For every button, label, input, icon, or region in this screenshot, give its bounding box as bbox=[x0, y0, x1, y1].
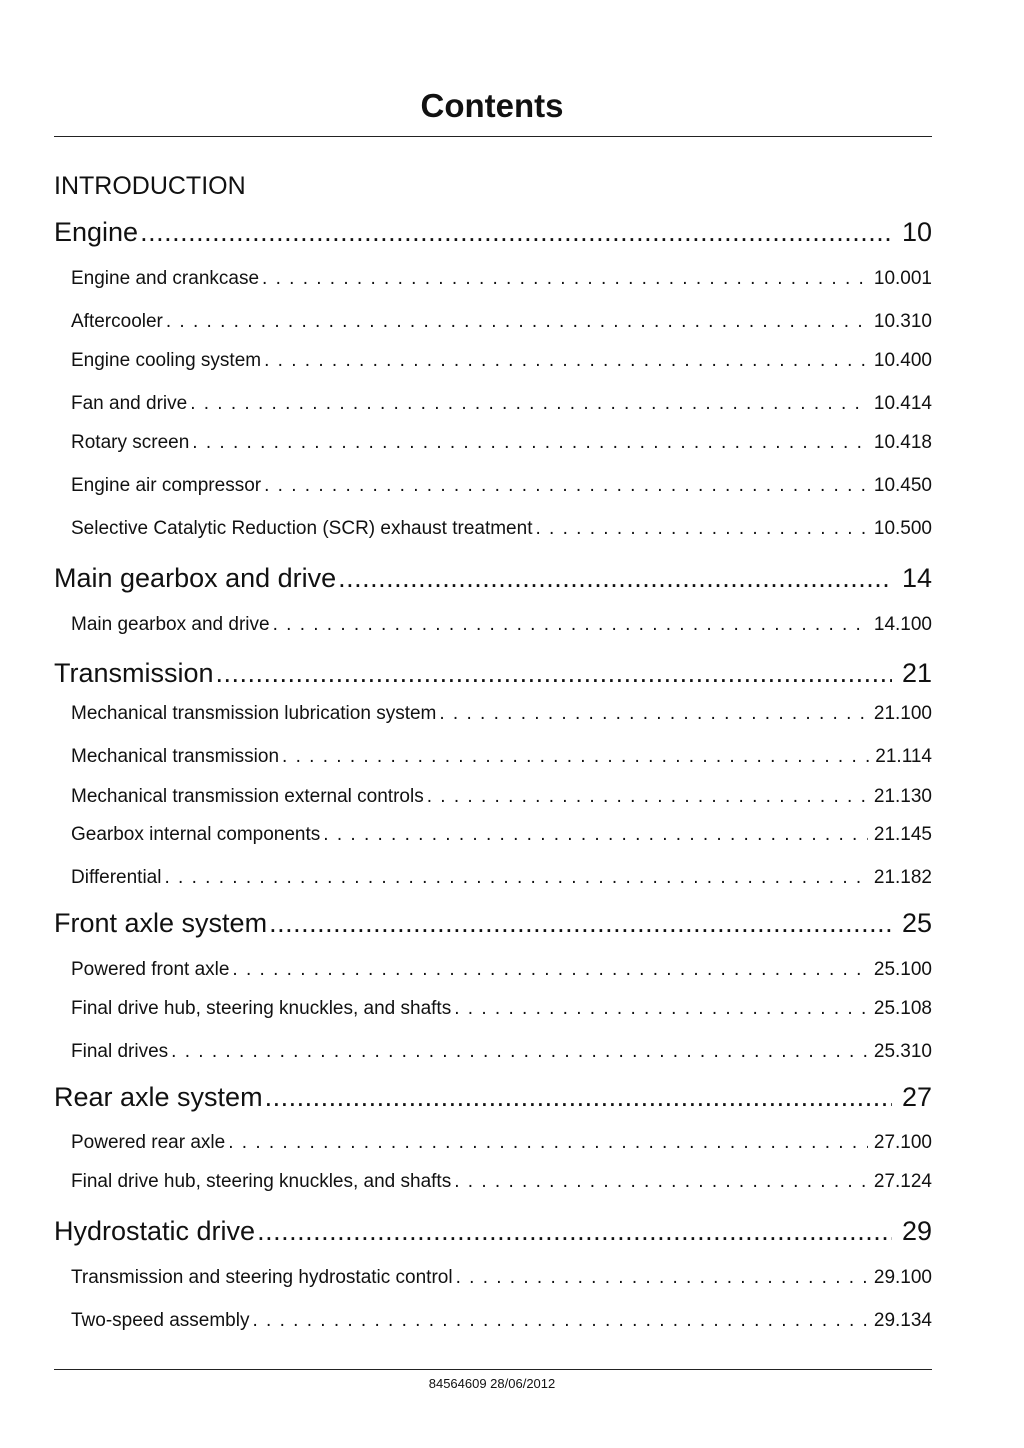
toc-entry[interactable] bbox=[71, 744, 932, 770]
entry-label: Selective Catalytic Reduction (SCR) exhaust treatment bbox=[71, 518, 533, 539]
section-page: 27 bbox=[901, 1082, 932, 1112]
entry-label: Transmission and steering hydrostatic control bbox=[71, 1267, 453, 1288]
entry-page: 27.124 bbox=[873, 1171, 932, 1192]
entry-label: Engine and crankcase bbox=[71, 268, 260, 289]
toc-entry[interactable] bbox=[71, 391, 932, 417]
section-page: 29 bbox=[901, 1216, 932, 1246]
entry-page: 29.100 bbox=[873, 1267, 932, 1288]
dot-leader bbox=[535, 516, 867, 542]
dot-leader bbox=[269, 905, 892, 941]
entry-label: Mechanical transmission external controls bbox=[71, 786, 424, 807]
page-title: Contents bbox=[420, 87, 564, 124]
dot-leader bbox=[439, 701, 868, 727]
entry-label: Mechanical transmission bbox=[71, 746, 280, 767]
title-divider bbox=[54, 136, 932, 137]
entry-label: Final drive hub, steering knuckles, and shafts bbox=[71, 1171, 452, 1192]
entry-page: 27.100 bbox=[873, 1132, 932, 1153]
introduction-heading: INTRODUCTION bbox=[54, 172, 246, 200]
dot-leader bbox=[338, 560, 892, 596]
dot-leader bbox=[454, 1169, 868, 1195]
section-title: Rear axle system bbox=[54, 1082, 263, 1112]
entry-label: Rotary screen bbox=[71, 432, 190, 453]
toc-entry[interactable] bbox=[71, 430, 932, 456]
toc-entry[interactable] bbox=[71, 516, 932, 542]
section-page: 25 bbox=[901, 908, 932, 938]
toc-entry[interactable] bbox=[71, 957, 932, 983]
toc-entry[interactable] bbox=[71, 309, 932, 335]
dot-leader bbox=[166, 309, 868, 335]
entry-page: 21.114 bbox=[875, 746, 932, 767]
entry-page: 10.001 bbox=[873, 268, 932, 289]
entry-page: 14.100 bbox=[873, 614, 932, 635]
entry-label: Fan and drive bbox=[71, 393, 188, 414]
dot-leader bbox=[454, 996, 868, 1022]
footer-doc-id: 84564609 28/06/2012 bbox=[428, 1376, 556, 1391]
section-title: Hydrostatic drive bbox=[54, 1216, 256, 1246]
dot-leader bbox=[140, 214, 892, 250]
entry-label: Engine air compressor bbox=[71, 475, 262, 496]
entry-page: 10.418 bbox=[873, 432, 932, 453]
entry-page: 10.400 bbox=[873, 350, 932, 371]
dot-leader bbox=[232, 957, 867, 983]
entry-page: 10.500 bbox=[873, 518, 932, 539]
dot-leader bbox=[190, 391, 868, 417]
section-title: Main gearbox and drive bbox=[54, 563, 337, 593]
toc-section-engine[interactable] bbox=[54, 214, 932, 250]
entry-page: 10.310 bbox=[873, 311, 932, 332]
dot-leader bbox=[273, 612, 868, 638]
toc-entry[interactable] bbox=[71, 266, 932, 292]
dot-leader bbox=[456, 1265, 868, 1291]
toc-entry[interactable] bbox=[71, 1308, 932, 1334]
toc-entry[interactable] bbox=[71, 822, 932, 848]
toc-entry[interactable] bbox=[71, 348, 932, 374]
entry-label: Aftercooler bbox=[71, 311, 163, 332]
toc-entry[interactable] bbox=[71, 612, 932, 638]
section-title: Front axle system bbox=[54, 908, 268, 938]
entry-page: 25.100 bbox=[873, 959, 932, 980]
entry-label: Mechanical transmission lubrication system bbox=[71, 703, 437, 724]
toc-entry[interactable] bbox=[71, 865, 932, 891]
entry-page: 10.414 bbox=[873, 393, 932, 414]
entry-label: Final drive hub, steering knuckles, and shafts bbox=[71, 998, 452, 1019]
dot-leader bbox=[192, 430, 868, 456]
entry-label: Powered front axle bbox=[71, 959, 230, 980]
toc-entry[interactable] bbox=[71, 996, 932, 1022]
entry-page: 10.450 bbox=[873, 475, 932, 496]
dot-leader bbox=[262, 266, 868, 292]
toc-entry[interactable] bbox=[71, 701, 932, 727]
dot-leader bbox=[265, 1079, 892, 1115]
footer-divider bbox=[54, 1369, 932, 1370]
entry-page: 21.100 bbox=[873, 703, 932, 724]
entry-page: 25.108 bbox=[873, 998, 932, 1019]
dot-leader bbox=[264, 348, 868, 374]
section-page: 14 bbox=[901, 563, 932, 593]
entry-label: Gearbox internal components bbox=[71, 824, 321, 845]
dot-leader bbox=[323, 822, 868, 848]
section-title: Engine bbox=[54, 217, 139, 247]
entry-page: 25.310 bbox=[873, 1041, 932, 1062]
dot-leader bbox=[257, 1213, 892, 1249]
entry-page: 21.182 bbox=[873, 867, 932, 888]
dot-leader bbox=[427, 784, 868, 810]
toc-section-front-axle[interactable] bbox=[54, 905, 932, 941]
entry-label: Engine cooling system bbox=[71, 350, 262, 371]
section-title: Transmission bbox=[54, 658, 214, 688]
entry-label: Two-speed assembly bbox=[71, 1310, 250, 1331]
entry-label: Differential bbox=[71, 867, 162, 888]
section-page: 21 bbox=[901, 658, 932, 688]
toc-entry[interactable] bbox=[71, 1039, 932, 1065]
toc-entry[interactable] bbox=[71, 473, 932, 499]
toc-entry[interactable] bbox=[71, 1265, 932, 1291]
dot-leader bbox=[164, 865, 867, 891]
dot-leader bbox=[171, 1039, 868, 1065]
entry-label: Main gearbox and drive bbox=[71, 614, 270, 635]
toc-section-main-gearbox[interactable] bbox=[54, 560, 932, 596]
dot-leader bbox=[228, 1130, 868, 1156]
toc-section-hydrostatic-drive[interactable] bbox=[54, 1213, 932, 1249]
dot-leader bbox=[264, 473, 868, 499]
dot-leader bbox=[282, 744, 869, 770]
entry-label: Final drives bbox=[71, 1041, 169, 1062]
entry-label: Powered rear axle bbox=[71, 1132, 226, 1153]
entry-page: 29.134 bbox=[873, 1310, 932, 1331]
section-page: 10 bbox=[901, 217, 932, 247]
dot-leader bbox=[252, 1308, 867, 1334]
dot-leader bbox=[216, 655, 892, 691]
entry-page: 21.130 bbox=[873, 786, 932, 807]
toc-entry[interactable] bbox=[71, 1169, 932, 1195]
toc-entry[interactable] bbox=[71, 784, 932, 810]
toc-section-transmission[interactable] bbox=[54, 655, 932, 691]
toc-section-rear-axle[interactable] bbox=[54, 1079, 932, 1115]
toc-entry[interactable] bbox=[71, 1130, 932, 1156]
entry-page: 21.145 bbox=[873, 824, 932, 845]
